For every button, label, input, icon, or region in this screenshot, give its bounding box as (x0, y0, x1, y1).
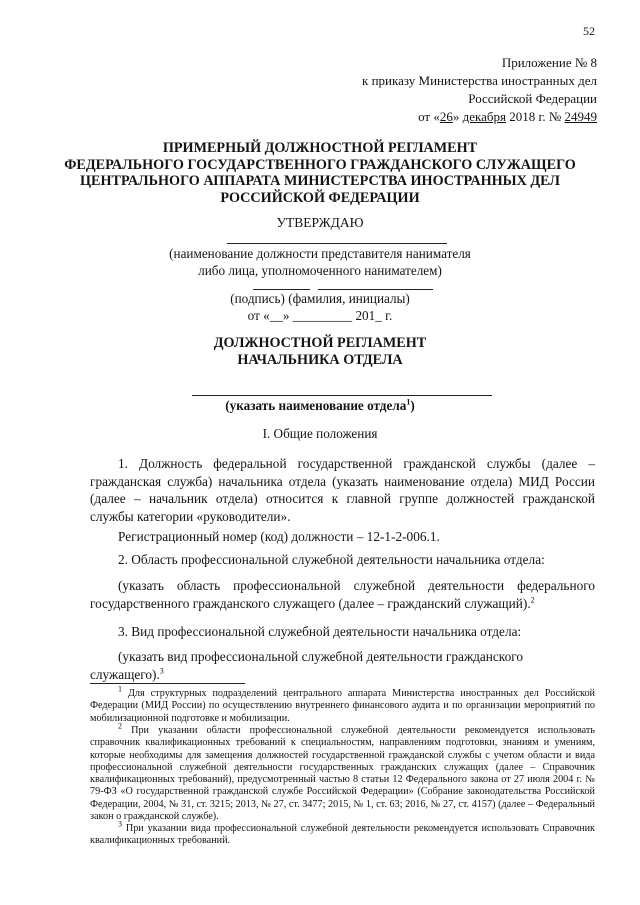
footnote-mark-3: 3 (118, 819, 122, 829)
paragraph-4-text: (указать область профессиональной служебной деятельности федерального государственного гражданского служащего (далее – гражданский служащий). (90, 578, 595, 611)
position-line (227, 243, 447, 244)
position-caption-line: либо лица, уполномоченного нанимателем) (198, 263, 442, 278)
section-title: I. Общие положения (262, 426, 378, 441)
order-number: 24949 (564, 109, 597, 124)
approve-date: от «__» _________ 201_ г. (247, 308, 393, 323)
signature-line (253, 289, 310, 290)
regulation-title-line: НАЧАЛЬНИКА ОТДЕЛА (237, 352, 403, 368)
paragraph-1: 1. Должность федеральной государственной гражданской службы (далее – гражданская служба) начальника отдела (указать наименование отдела) МИД России (далее – начальник отдела) относится к главной группе должностей гражданской службы категории «руководители». (90, 456, 595, 524)
document-title (60, 140, 580, 206)
paragraph-5: 3. Вид профессиональной служебной деятельности начальника отдела: (118, 624, 522, 639)
footnote-ref-3: 3 (159, 666, 164, 676)
paragraph-4 (90, 577, 595, 612)
footnote-separator (90, 683, 245, 684)
footnote-1-text: Для структурных подразделений центрального аппарата Министерства иностранных дел Российской Федерации (МИД России) по осуществлению внутреннего финансового аудита и по организации мероприятий по мобилизационной подготовке и мобилизации. (90, 688, 595, 724)
footnote-ref-1: 1 (406, 397, 411, 407)
annex-country: Российской Федерации (468, 91, 597, 106)
department-line (192, 395, 492, 396)
title-line: ПРИМЕРНЫЙ ДОЛЖНОСТНОЙ РЕГЛАМЕНТ (162, 140, 478, 156)
date-month: декабря (462, 109, 506, 124)
footnote-3-text: При указании вида профессиональной служебной деятельности рекомендуется использовать Справочник квалификационных требований. (90, 823, 596, 847)
annex-date (362, 108, 597, 126)
footnote-2 (90, 721, 595, 823)
paragraph-6 (90, 648, 595, 683)
annex-header (362, 54, 597, 126)
regulation-title (60, 335, 580, 369)
signature-caption: (подпись) (фамилия, инициалы) (230, 291, 410, 306)
paragraph-6-text: (указать вид профессиональной служебной деятельности гражданского служащего). (90, 649, 524, 682)
paragraph-2: Регистрационный номер (код) должности – 12-1-2-006.1. (118, 529, 440, 544)
footnote-mark-1: 1 (118, 684, 122, 694)
approve-label: УТВЕРЖДАЮ (276, 215, 364, 230)
name-line (318, 289, 433, 290)
position-caption (150, 245, 490, 279)
date-day: 26 (439, 109, 453, 124)
date-year: 2018 г. № (505, 109, 565, 124)
date-sep: » (452, 109, 463, 124)
annex-number: Приложение № 8 (501, 55, 597, 70)
department-caption-text: (указать наименование отдела (225, 398, 407, 413)
page-number: 52 (583, 24, 595, 38)
department-caption-close: ) (410, 398, 415, 413)
position-caption-line: (наименование должности представителя нанимателя (169, 246, 471, 261)
footnote-3 (90, 819, 596, 848)
footnote-mark-2: 2 (118, 721, 122, 731)
department-caption (150, 398, 490, 414)
title-line: ФЕДЕРАЛЬНОГО ГОСУДАРСТВЕННОГО ГРАЖДАНСКОГО СЛУЖАЩЕГО (64, 156, 576, 173)
title-line: ЦЕНТРАЛЬНОГО АППАРАТА МИНИСТЕРСТВА ИНОСТРАННЫХ ДЕЛ (79, 173, 561, 190)
annex-order-ref: к приказу Министерства иностранных дел (362, 73, 597, 88)
date-prefix: от « (418, 109, 440, 124)
title-line: РОССИЙСКОЙ ФЕДЕРАЦИИ (220, 189, 420, 206)
paragraph-3: 2. Область профессиональной служебной деятельности начальника отдела: (118, 552, 545, 567)
footnote-1 (90, 684, 595, 725)
regulation-title-line: ДОЛЖНОСТНОЙ РЕГЛАМЕНТ (213, 335, 427, 351)
footnote-ref-2: 2 (530, 595, 535, 605)
footnote-2-text: При указании области профессиональной служебной деятельности рекомендуется использовать справочник квалификационных требований к специальностям, направлениям подготовки, знаниям и умениям, которые необходимы для замещения должностей государственной гражданской службы с учетом области и вида профессиональной служебной деятельности государственных гражданских служащих (далее – Справочник квалификационных требований), предусмотренный частью 8 статьи 12 Федерального закона от 27 июля 2004 г. № 79-ФЗ «О государственной гражданской службе Российской Федерации» (Собрание законодательства Российской Федерации, 2004, № 31, ст. 3215; 2013, № 27, ст. 3477; 2015, № 1, ст. 63; 2016, № 27, ст. 4157) (далее – Федеральный закон о гражданской службе). (90, 725, 595, 823)
